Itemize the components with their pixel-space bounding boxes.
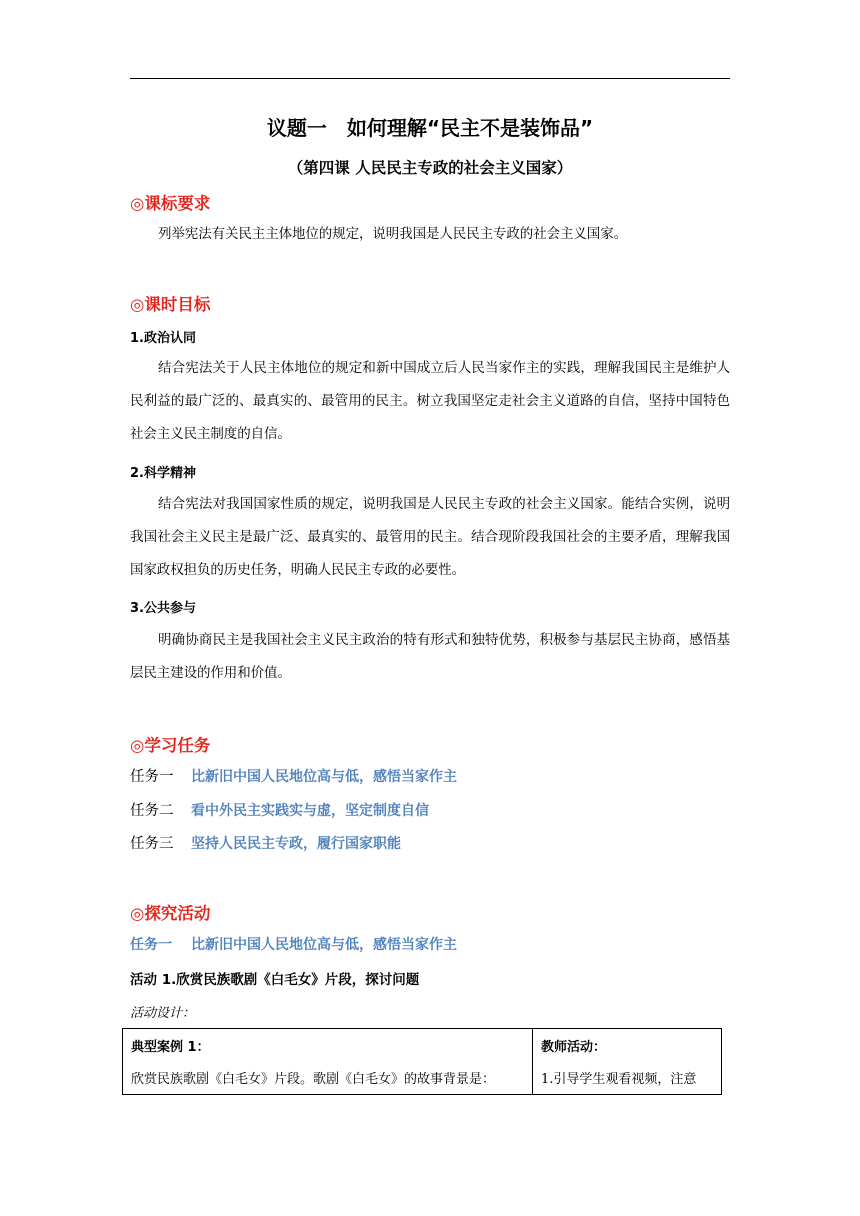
page-title: 议题一 如何理解“民主不是装饰品”: [266, 116, 594, 140]
task-label: 任务二: [130, 803, 174, 819]
task-label: 任务三: [130, 836, 174, 852]
section-heading-inquiry: ◎探究活动: [130, 904, 211, 923]
teacher-header: 教师活动：: [533, 1029, 722, 1062]
task-text: 看中外民主实践实与虚，坚定制度自信: [191, 803, 429, 819]
objective-label-political: 1.政治认同: [130, 331, 196, 346]
objective-text-science: 结合宪法对我国国家性质的规定，说明我国是人民民主专政的社会主义国家。能结合实例，说明我国社会主义民主是最广泛、最真实的、最管用的民主。结合现阶段我国社会的主要矛盾，理解我国国家政权担负的历史任务，明确人民民主专政的必要性。: [130, 496, 730, 578]
task-item: [130, 832, 401, 853]
task-text: 坚持人民民主专政，履行国家职能: [191, 836, 401, 852]
activity-heading: 活动 1.欣赏民族歌剧《白毛女》片段，探讨问题: [130, 972, 420, 988]
task-text: 比新旧中国人民地位高与低，感悟当家作主: [191, 769, 457, 785]
objective-text-public: 明确协商民主是我国社会主义民主政治的特有形式和独特优势，积极参与基层民主协商，感悟基层民主建设的作用和价值。: [130, 632, 730, 681]
task-item: [130, 799, 429, 820]
inquiry-task-text: 比新旧中国人民地位高与低，感悟当家作主: [191, 937, 457, 953]
teacher-text: 1.引导学生观看视频，注意: [533, 1061, 722, 1095]
objective-label-science: 2.科学精神: [130, 466, 196, 481]
inquiry-task-label: 任务一: [130, 937, 172, 953]
section-heading-objectives: ◎课时目标: [130, 295, 211, 314]
case-header: 典型案例 1：: [123, 1029, 533, 1062]
case-table: [122, 1028, 722, 1095]
objective-label-public: 3.公共参与: [130, 601, 196, 616]
case-text: 欣赏民族歌剧《白毛女》片段。歌剧《白毛女》的故事背景是：: [123, 1061, 533, 1095]
objective-text-political: 结合宪法关于人民主体地位的规定和新中国成立后人民当家作主的实践，理解我国民主是维护人民利益的最广泛的、最真实的、最管用的民主。树立我国坚定走社会主义道路的自信，坚持中国特色社会主义民主制度的自信。: [130, 360, 730, 442]
page-subtitle: （第四课 人民民主专政的社会主义国家）: [287, 159, 573, 177]
inquiry-task-heading: [130, 934, 457, 954]
task-label: 任务一: [130, 769, 174, 785]
activity-design-label: 活动设计：: [130, 1006, 196, 1021]
section-heading-tasks: ◎学习任务: [130, 736, 211, 755]
header-rule: [130, 78, 730, 79]
section-heading-curriculum: ◎课标要求: [130, 194, 211, 213]
curriculum-text: 列举宪法有关民主主体地位的规定，说明我国是人民民主专政的社会主义国家。: [158, 226, 627, 242]
task-item: [130, 765, 457, 786]
